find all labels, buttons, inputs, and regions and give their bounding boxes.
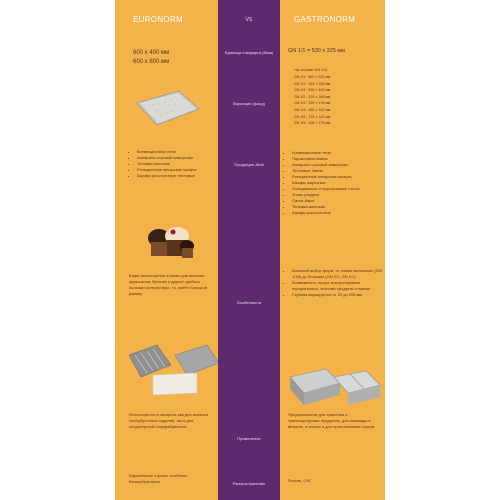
vs-label: VS	[245, 17, 253, 23]
euronorm-application-text: Используются в пекарнях как для выпечки хлебобулочных изделий, так и для кондитерской полуфабрикатов	[129, 412, 208, 429]
list-item: • Тепловые линии	[292, 168, 388, 174]
list-item: • Ротационные пекарские шкафы	[292, 174, 388, 180]
gastronorm-title: GASTRONORM	[294, 15, 356, 24]
list-item: • Холодильные и морозильные столы	[292, 186, 388, 192]
euronorm-tray-image	[133, 85, 203, 130]
list-item: GN 1/6 : 176 × 162 мм	[294, 114, 331, 119]
comparison-infographic	[115, 0, 385, 500]
gastronorm-variants-intro: На основе GN 1/1:	[294, 67, 329, 72]
euronorm-column	[115, 0, 218, 500]
gastronorm-base-size: GN 1/1 = 530 х 325 мм	[288, 48, 345, 54]
criterion-application: Применение	[237, 436, 261, 441]
list-item: • Шкафы расстоечные тепловые	[137, 173, 221, 179]
list-item: • Возможность лучше контролировать порционность, экономя продукты и время	[292, 280, 388, 292]
criterion-products: Продукция Abat	[234, 162, 264, 167]
euronorm-features-text: Шире используется в печах для выпечки круассанов, булочек и другой сдобы в больших количествах, т.к. имеет большой размер	[129, 273, 207, 296]
list-item: • Шкафы жарочные	[292, 180, 388, 186]
euronorm-size-2: 600 х 800 мм	[133, 59, 170, 65]
criterion-base-size: Единица стандарта (база)	[224, 50, 274, 55]
list-item: GN 2/1 : 650 × 530 мм	[294, 75, 331, 79]
euronorm-sizes	[133, 49, 169, 67]
list-item: • Конвекционные печи	[292, 150, 388, 156]
list-item: GN 1/9 : 108 × 176 мм	[294, 121, 331, 126]
list-item: GN 2/3 : 354 × 325 мм	[294, 81, 331, 86]
gastronorm-products-list	[284, 150, 388, 216]
list-item: • Салат-бары	[292, 198, 388, 204]
list-item: GN 1/2 : 325 × 265 мм	[294, 94, 331, 99]
gastronorm-distribution-text: Россия, СНГ	[288, 478, 312, 483]
gastronorm-variants-list	[294, 74, 330, 127]
cupcakes-image	[143, 222, 195, 264]
list-item: • Тележки-шпильки	[137, 161, 221, 167]
gastronorm-containers-image	[286, 363, 382, 411]
list-item: • Аппараты шоковой заморозки	[137, 155, 221, 161]
list-item: GN 1/3 : 325 × 176 мм	[294, 101, 331, 106]
list-item: • Больший выбор форм, от самых маленьких (GN 1/18) до больших (GN 2/1, GN 1/1)	[292, 268, 388, 280]
list-item: • Конвекционные печи	[137, 149, 221, 155]
criteria-column	[218, 0, 280, 500]
list-item: GN 1/4 : 530 × 162 мм	[294, 88, 331, 93]
gastronorm-features-list	[284, 268, 388, 298]
euronorm-title: EURONORM	[133, 15, 183, 24]
list-item: • Шкафы расстоечные	[292, 210, 388, 216]
criterion-distribution: Распространение	[232, 481, 266, 486]
list-item: • Тележки-шпильки	[292, 204, 388, 210]
euronorm-size-1: 600 х 400 мм	[133, 50, 170, 56]
baguette-trays-image	[127, 335, 219, 397]
euronorm-products-list	[129, 149, 221, 179]
list-item: • Глубина варьируется от 20 до 200 мм	[292, 292, 388, 298]
gastronorm-column	[280, 0, 385, 500]
euronorm-distribution-text: Европейские страны, особенно Великобритания	[129, 473, 188, 484]
criterion-features: Особенности	[236, 300, 262, 305]
list-item: • Пароконвектоматы	[292, 156, 388, 162]
gastronorm-application-text: Предназначены для хранения и транспортировки продуктов, для выкладки в витрине, в кассах и для приготовления соусов	[288, 412, 375, 429]
list-item: • Ротационные пекарские шкафы	[137, 167, 221, 173]
criterion-variants: Вариации (фасд)	[233, 101, 265, 106]
list-item: • Аппараты шоковой заморозки	[292, 162, 388, 168]
list-item: • Униас-раздача	[292, 192, 388, 198]
list-item: GN 1/4 : 265 × 162 мм	[294, 107, 331, 112]
